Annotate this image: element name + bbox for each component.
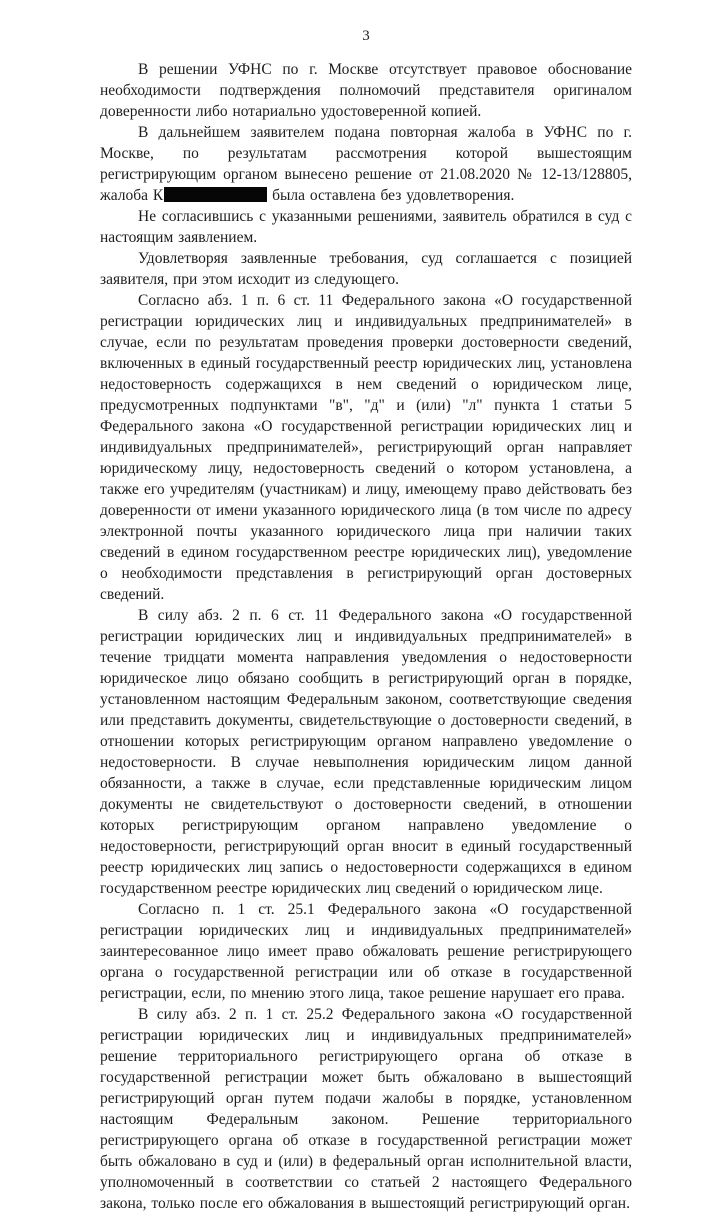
paragraph-7: Согласно п. 1 ст. 25.1 Федерального закона «О государственной регистрации юридических лиц и индивидуальных предпринимателей» заинтересованное лицо имеет право обжаловать решение регистрирующего органа о государственной регистрации или об отказе в государственной регистрации, если, по мнению этого лица, такое решение нарушает его права.: [100, 901, 632, 1002]
paragraph-2-text-before: В дальнейшем заявителем подана повторная жалоба в УФНС по г. Москве, по результатам рассмотрения которой вышестоящим регистрирующим органом вынесено решение от 21.08.2020 № 12-13/128805, жалоба К: [100, 124, 632, 204]
paragraph-8: В силу абз. 2 п. 1 ст. 25.2 Федерального закона «О государственной регистрации юридических лиц и индивидуальных предпринимателей» решение территориального регистрирующего органа об отказе в государственной регистрации может быть обжаловано в вышестоящий регистрирующий орган путем подачи жалобы в порядке, установленном настоящим Федеральным законом. Решение территориального регистрирующего органа об отказе в государственной регистрации может быть обжаловано в суд и (или) в федеральный орган исполнительной власти, уполномоченный в соответствии со статьей 2 настоящего Федерального закона, только после его обжалования в вышестоящий регистрирующий орган.: [100, 1006, 632, 1212]
paragraph-2-text-after: была оставлена без удовлетворения.: [267, 187, 515, 204]
paragraph-1: В решении УФНС по г. Москве отсутствует правовое обоснование необходимости подтверждения полномочий представителя оригиналом доверенности либо нотариально удостоверенной копией.: [100, 61, 632, 120]
paragraph-4: Удовлетворяя заявленные требования, суд соглашается с позицией заявителя, при этом исходит из следующего.: [100, 250, 632, 288]
paragraph-3: Не согласившись с указанными решениями, заявитель обратился в суд с настоящим заявлением.: [100, 208, 632, 246]
paragraph-2: [100, 122, 632, 206]
paragraph-5: Согласно абз. 1 п. 6 ст. 11 Федерального закона «О государственной регистрации юридических лиц и индивидуальных предпринимателей» в случае, если по результатам проведения проверки достоверности сведений, включенных в единый государственный реестр юридических лиц, установлена недостоверность содержащихся в нем сведений о юридическом лице, предусмотренных подпунктами "в", "д" и (или) "л" пункта 1 статьи 5 Федерального закона «О государственной регистрации юридических лиц и индивидуальных предпринимателей», регистрирующий орган направляет юридическому лицу, недостоверность сведений о котором установлена, а также его учредителям (участникам) и лицу, имеющему право действовать без доверенности от имени указанного юридического лица (в том числе по адресу электронной почты указанного юридического лица при наличии таких сведений в едином государственном реестре юридических лиц), уведомление о необходимости представления в регистрирующий орган достоверных сведений.: [100, 292, 632, 603]
redaction-bar: [164, 187, 267, 202]
paragraph-6: В силу абз. 2 п. 6 ст. 11 Федерального закона «О государственной регистрации юридических лиц и индивидуальных предпринимателей» в течение тридцати момента направления уведомления о недостоверности юридическое лицо обязано сообщить в регистрирующий орган в порядке, установленном настоящим Федеральным законом, соответствующие сведения или представить документы, свидетельствующие о достоверности сведений, в отношении которых регистрирующим органом направлено уведомление о недостоверности. В случае невыполнения юридическим лицом данной обязанности, а также в случае, если представленные юридическим лицом документы не свидетельствуют о достоверности сведений, в отношении которых регистрирующим органом направлено уведомление о недостоверности, регистрирующий орган вносит в единый государственный реестр юридических лиц запись о недостоверности содержащихся в едином государственном реестре юридических лиц сведений о юридическом лице.: [100, 607, 632, 897]
page-number: 3: [362, 28, 370, 44]
